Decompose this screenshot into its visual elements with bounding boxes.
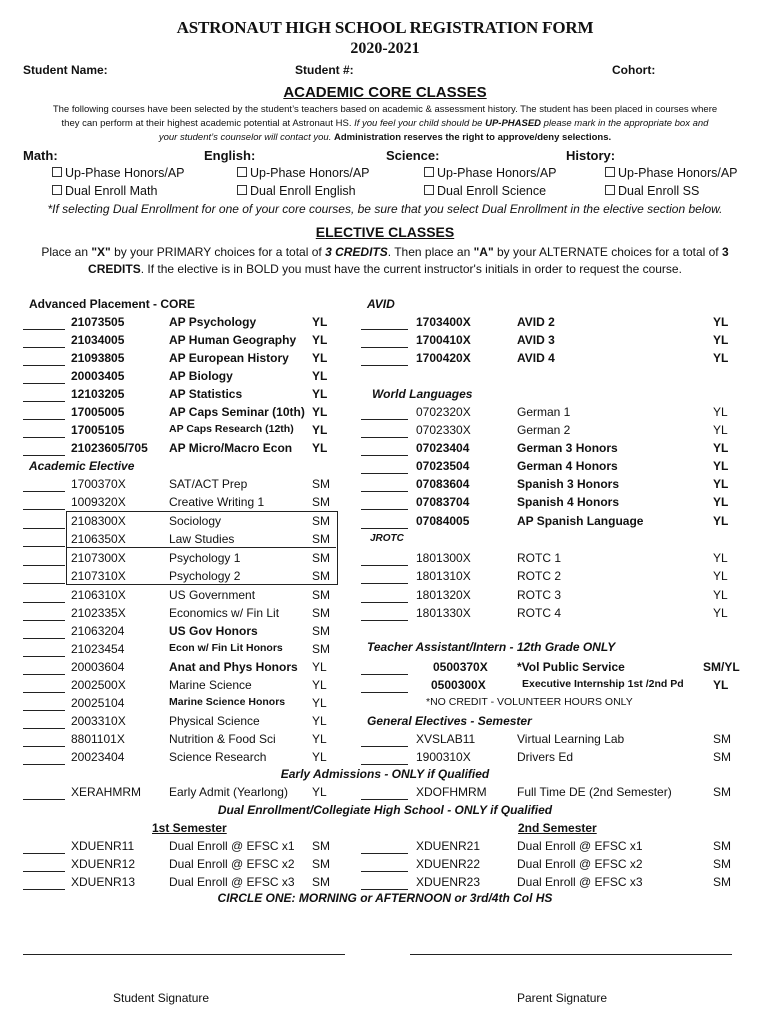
course-code: 2108300X <box>71 514 126 528</box>
course-code: 0500370X <box>433 660 488 674</box>
course-term: YL <box>713 459 729 473</box>
course-selection-blank[interactable] <box>361 527 408 529</box>
course-selection-blank[interactable] <box>361 582 408 584</box>
course-code: 1009320X <box>71 495 126 509</box>
course-selection-blank[interactable] <box>23 691 65 693</box>
section-heading: General Electives - Semester <box>367 714 532 728</box>
course-selection-blank[interactable] <box>23 490 65 492</box>
parent-signature-line[interactable] <box>410 954 732 955</box>
course-code: XDUENR21 <box>416 839 481 853</box>
course-selection-blank[interactable] <box>361 564 408 566</box>
course-name: Creative Writing 1 <box>169 495 265 509</box>
course-term: SM <box>312 477 330 491</box>
course-selection-blank[interactable] <box>23 382 65 384</box>
course-selection-blank[interactable] <box>23 601 65 603</box>
english-upphase-checkbox[interactable]: Up-Phase Honors/AP <box>237 166 370 180</box>
elective-heading: ELECTIVE CLASSES <box>315 224 455 240</box>
math-dual-checkbox[interactable]: Dual Enroll Math <box>52 184 157 198</box>
course-term: YL <box>713 423 728 437</box>
course-name: AP Caps Seminar (10th) <box>169 405 305 419</box>
course-term: YL <box>312 387 328 401</box>
course-term: YL <box>713 588 728 602</box>
course-selection-blank[interactable] <box>361 364 408 366</box>
course-term: SM <box>312 606 330 620</box>
course-term: YL <box>713 315 729 329</box>
course-selection-blank[interactable] <box>23 619 65 621</box>
course-code: XDUENR13 <box>71 875 136 889</box>
course-name: Law Studies <box>169 532 235 546</box>
course-term: YL <box>312 660 327 674</box>
dual-enroll-note: *If selecting Dual Enrollment for one of your core courses, be sure that you select Dual Enrollment in the elective section below. <box>47 202 723 216</box>
science-upphase-checkbox[interactable]: Up-Phase Honors/AP <box>424 166 557 180</box>
course-selection-blank[interactable] <box>23 508 65 510</box>
course-code: 07083704 <box>416 495 470 509</box>
course-term: SM <box>713 785 731 799</box>
course-selection-blank[interactable] <box>361 418 408 420</box>
section-heading: *NO CREDIT - VOLUNTEER HOURS ONLY <box>426 696 633 708</box>
course-name: Psychology 1 <box>169 551 241 565</box>
course-name: Virtual Learning Lab <box>517 732 625 746</box>
course-selection-blank[interactable] <box>23 727 65 729</box>
student-number-label: Student #: <box>295 63 354 77</box>
course-code: XDUENR11 <box>71 839 135 853</box>
course-name: *Vol Public Service <box>517 660 625 674</box>
course-name: ROTC 2 <box>517 569 562 583</box>
course-code: 2106350X <box>71 532 126 546</box>
course-term: YL <box>312 441 328 455</box>
course-term: YL <box>312 678 327 692</box>
form-title: ASTRONAUT HIGH SCHOOL REGISTRATION FORM <box>176 18 594 37</box>
course-name: Anat and Phys Honors <box>169 660 298 674</box>
course-term: SM <box>312 532 330 546</box>
course-selection-blank[interactable] <box>361 870 408 872</box>
core-intro-line2: they can perform at their highest academic potential at Astronaut HS. If you feel your child should be UP-PHASED please mark in the appropriate box and <box>61 118 709 129</box>
course-selection-blank[interactable] <box>23 346 65 348</box>
elective-instructions-1: Place an "X" by your PRIMARY choices for a total of 3 CREDITS. Then place an "A" by your ALTERNATE choices for a total of 3 <box>41 245 729 259</box>
course-selection-blank[interactable] <box>361 763 408 765</box>
course-term: YL <box>312 696 327 710</box>
course-code: 07023404 <box>416 441 470 455</box>
course-code: 12103205 <box>71 387 125 401</box>
section-heading: Academic Elective <box>29 459 135 473</box>
course-code: 0702320X <box>416 405 471 419</box>
course-name: Dual Enroll @ EFSC x1 <box>517 839 643 853</box>
history-upphase-checkbox[interactable]: Up-Phase Honors/AP <box>605 166 738 180</box>
course-name: AP European History <box>169 351 289 365</box>
course-name: AP Caps Research (12th) <box>169 423 294 435</box>
section-heading: Teacher Assistant/Intern - 12th Grade ONLY <box>367 640 616 654</box>
course-name: German 4 Honors <box>517 459 618 473</box>
course-code: 17005105 <box>71 423 125 437</box>
course-selection-blank[interactable] <box>361 328 408 330</box>
course-name: Spanish 4 Honors <box>517 495 620 509</box>
course-code: 1801320X <box>416 588 471 602</box>
course-term: YL <box>713 405 728 419</box>
course-term: YL <box>312 785 327 799</box>
course-code: XDUENR23 <box>416 875 481 889</box>
section-heading: World Languages <box>372 387 473 401</box>
course-code: 0500300X <box>431 678 486 692</box>
course-name: Dual Enroll @ EFSC x2 <box>517 857 643 871</box>
course-code: 21073505 <box>71 315 125 329</box>
elective-instructions-2: CREDITS. If the elective is in BOLD you must have the current instructor's initials in order to request the course. <box>88 262 682 276</box>
course-name: Economics w/ Fin Lit <box>169 606 280 620</box>
course-code: XERAHMRM <box>71 785 142 799</box>
course-term: YL <box>312 405 328 419</box>
course-name: Drivers Ed <box>517 750 574 764</box>
course-name: ROTC 3 <box>517 588 562 602</box>
science-dual-checkbox[interactable]: Dual Enroll Science <box>424 184 546 198</box>
course-code: XVSLAB11 <box>416 732 476 746</box>
course-name: AP Micro/Macro Econ <box>169 441 293 455</box>
course-term: YL <box>713 514 729 528</box>
course-code: 1700420X <box>416 351 471 365</box>
section-heading: Advanced Placement - CORE <box>29 297 196 311</box>
course-selection-blank[interactable] <box>23 655 65 657</box>
course-term: SM <box>312 839 330 853</box>
course-name: Executive Internship 1st /2nd Pd <box>522 678 684 690</box>
course-selection-blank[interactable] <box>361 745 408 747</box>
course-selection-blank[interactable] <box>361 472 408 474</box>
course-selection-blank[interactable] <box>361 691 408 693</box>
course-code: 20025104 <box>71 696 125 710</box>
second-semester-label: 2nd Semester <box>518 821 597 835</box>
course-name: US Gov Honors <box>169 624 258 638</box>
subject-math: Math: <box>23 148 58 163</box>
student-signature-line[interactable] <box>23 954 345 955</box>
course-code: 1801300X <box>416 551 471 565</box>
course-name: Marine Science <box>169 678 252 692</box>
course-selection-blank[interactable] <box>361 798 408 800</box>
course-term: SM <box>312 857 330 871</box>
course-code: 07084005 <box>416 514 470 528</box>
course-selection-blank[interactable] <box>23 527 65 529</box>
course-name: Nutrition & Food Sci <box>169 732 276 746</box>
course-name: German 3 Honors <box>517 441 618 455</box>
course-name: Science Research <box>169 750 267 764</box>
course-code: 2107310X <box>71 569 126 583</box>
course-term: SM <box>713 875 731 889</box>
course-code: 1703400X <box>416 315 471 329</box>
course-name: AVID 2 <box>517 315 555 329</box>
course-selection-blank[interactable] <box>23 852 65 854</box>
course-code: 8801101X <box>71 732 125 746</box>
course-term: SM <box>713 732 731 746</box>
course-selection-blank[interactable] <box>23 798 65 800</box>
course-term: SM <box>312 514 330 528</box>
course-name: Dual Enroll @ EFSC x2 <box>169 857 295 871</box>
course-name: AP Statistics <box>169 387 243 401</box>
course-code: 1700410X <box>416 333 471 347</box>
math-upphase-checkbox[interactable]: Up-Phase Honors/AP <box>52 166 185 180</box>
course-code: 21023605/705 <box>71 441 148 455</box>
subject-english: English: <box>204 148 256 163</box>
course-term: YL <box>312 369 328 383</box>
course-selection-blank[interactable] <box>23 745 65 747</box>
course-name: German 1 <box>517 405 571 419</box>
course-selection-blank[interactable] <box>361 436 408 438</box>
core-intro-line1: The following courses have been selected by the student’s teachers based on academic & assessment history. The student has been placed in courses where <box>52 104 718 115</box>
course-code: 20003405 <box>71 369 125 383</box>
psych-sociology-group-box <box>66 511 338 585</box>
course-name: Dual Enroll @ EFSC x1 <box>169 839 295 853</box>
core-intro-line3: your student’s counselor will contact you. Administration reserves the right to approve/deny selections. <box>158 132 612 143</box>
course-name: AP Psychology <box>169 315 257 329</box>
course-code: 07083604 <box>416 477 470 491</box>
course-code: 21023454 <box>71 642 125 656</box>
course-term: YL <box>713 495 729 509</box>
course-term: YL <box>312 333 328 347</box>
english-dual-checkbox[interactable]: Dual Enroll English <box>237 184 356 198</box>
course-code: 21063204 <box>71 624 125 638</box>
course-selection-blank[interactable] <box>23 709 65 711</box>
course-code: 1801310X <box>416 569 471 583</box>
course-selection-blank[interactable] <box>361 601 408 603</box>
course-term: SM <box>713 857 731 871</box>
course-term: YL <box>713 606 728 620</box>
course-code: 2106310X <box>71 588 126 602</box>
parent-signature-label: Parent Signature <box>517 991 608 1005</box>
course-code: 2102335X <box>71 606 126 620</box>
course-term: YL <box>713 333 729 347</box>
course-code: 07023504 <box>416 459 470 473</box>
student-name-label: Student Name: <box>23 63 108 77</box>
early-admissions-heading: Early Admissions - ONLY if Qualified <box>280 767 490 781</box>
subject-science: Science: <box>386 148 440 163</box>
course-term: YL <box>713 551 728 565</box>
course-selection-blank[interactable] <box>23 637 65 639</box>
course-term: YL <box>713 678 729 692</box>
dual-enrollment-heading: Dual Enrollment/Collegiate High School - ONLY if Qualified <box>217 803 553 817</box>
course-code: 21093805 <box>71 351 125 365</box>
course-term: YL <box>312 351 328 365</box>
course-name: AVID 3 <box>517 333 555 347</box>
course-term: YL <box>713 351 729 365</box>
course-term: YL <box>312 315 328 329</box>
circle-one-instruction: CIRCLE ONE: MORNING or AFTERNOON or 3rd/4th Col HS <box>217 891 553 905</box>
course-term: SM <box>312 495 330 509</box>
course-term: SM <box>312 551 330 565</box>
course-code: 1801330X <box>416 606 471 620</box>
course-term: YL <box>312 732 327 746</box>
course-name: ROTC 4 <box>517 606 562 620</box>
course-selection-blank[interactable] <box>361 508 408 510</box>
course-name: AP Spanish Language <box>517 514 644 528</box>
course-name: ROTC 1 <box>517 551 562 565</box>
course-selection-blank[interactable] <box>23 582 65 584</box>
course-code: 17005005 <box>71 405 125 419</box>
course-term: YL <box>312 423 328 437</box>
course-name: AP Human Geography <box>169 333 297 347</box>
course-term: SM/YL <box>703 660 740 674</box>
course-name: German 2 <box>517 423 571 437</box>
course-name: Spanish 3 Honors <box>517 477 620 491</box>
course-selection-blank[interactable] <box>23 436 65 438</box>
history-dual-checkbox[interactable]: Dual Enroll SS <box>605 184 699 198</box>
course-selection-blank[interactable] <box>23 364 65 366</box>
course-name: Dual Enroll @ EFSC x3 <box>517 875 643 889</box>
course-term: SM <box>312 642 330 656</box>
course-selection-blank[interactable] <box>23 870 65 872</box>
course-term: YL <box>713 569 728 583</box>
course-selection-blank[interactable] <box>361 673 408 675</box>
section-heading: JROTC <box>370 533 404 544</box>
course-selection-blank[interactable] <box>23 400 65 402</box>
course-code: 21034005 <box>71 333 125 347</box>
course-code: 20003604 <box>71 660 125 674</box>
cohort-label: Cohort: <box>612 63 656 77</box>
course-code: 2003310X <box>71 714 126 728</box>
group-divider <box>66 547 336 548</box>
school-year: 2020-2021 <box>350 40 420 57</box>
course-name: Physical Science <box>169 714 260 728</box>
course-selection-blank[interactable] <box>361 454 408 456</box>
course-selection-blank[interactable] <box>361 852 408 854</box>
course-term: SM <box>713 839 731 853</box>
section-heading: AVID <box>367 297 395 311</box>
course-selection-blank[interactable] <box>23 418 65 420</box>
course-name: Early Admit (Yearlong) <box>169 785 288 799</box>
course-code: 1700370X <box>71 477 126 491</box>
course-term: YL <box>312 750 327 764</box>
course-name: Dual Enroll @ EFSC x3 <box>169 875 295 889</box>
course-name: US Government <box>169 588 256 602</box>
course-name: Econ w/ Fin Lit Honors <box>169 642 283 654</box>
course-selection-blank[interactable] <box>361 346 408 348</box>
course-code: 1900310X <box>416 750 471 764</box>
course-term: SM <box>312 569 330 583</box>
course-selection-blank[interactable] <box>361 888 408 890</box>
course-name: AP Biology <box>169 369 233 383</box>
course-selection-blank[interactable] <box>23 763 65 765</box>
course-code: XDUENR22 <box>416 857 481 871</box>
course-name: AVID 4 <box>517 351 555 365</box>
course-name: Marine Science Honors <box>169 696 286 708</box>
course-term: YL <box>312 714 327 728</box>
course-selection-blank[interactable] <box>23 564 65 566</box>
course-selection-blank[interactable] <box>23 888 65 890</box>
student-signature-label: Student Signature <box>113 991 210 1005</box>
course-term: YL <box>713 477 729 491</box>
course-term: SM <box>713 750 731 764</box>
core-heading: ACADEMIC CORE CLASSES <box>283 84 487 101</box>
course-name: Psychology 2 <box>169 569 241 583</box>
course-code: 20023404 <box>71 750 125 764</box>
course-code: XDOFHMRM <box>416 785 487 799</box>
course-code: 0702330X <box>416 423 471 437</box>
course-selection-blank[interactable] <box>23 328 65 330</box>
course-term: YL <box>713 441 729 455</box>
course-name: Sociology <box>169 514 222 528</box>
course-name: SAT/ACT Prep <box>169 477 248 491</box>
subject-history: History: <box>566 148 616 163</box>
course-selection-blank[interactable] <box>361 490 408 492</box>
course-term: SM <box>312 588 330 602</box>
course-code: 2107300X <box>71 551 126 565</box>
course-selection-blank[interactable] <box>23 545 65 547</box>
course-term: SM <box>312 624 330 638</box>
course-code: 2002500X <box>71 678 126 692</box>
course-selection-blank[interactable] <box>23 673 65 675</box>
course-term: SM <box>312 875 330 889</box>
course-selection-blank[interactable] <box>23 454 65 456</box>
course-name: Full Time DE (2nd Semester) <box>517 785 672 799</box>
course-selection-blank[interactable] <box>361 619 408 621</box>
first-semester-label: 1st Semester <box>152 821 227 835</box>
course-code: XDUENR12 <box>71 857 136 871</box>
